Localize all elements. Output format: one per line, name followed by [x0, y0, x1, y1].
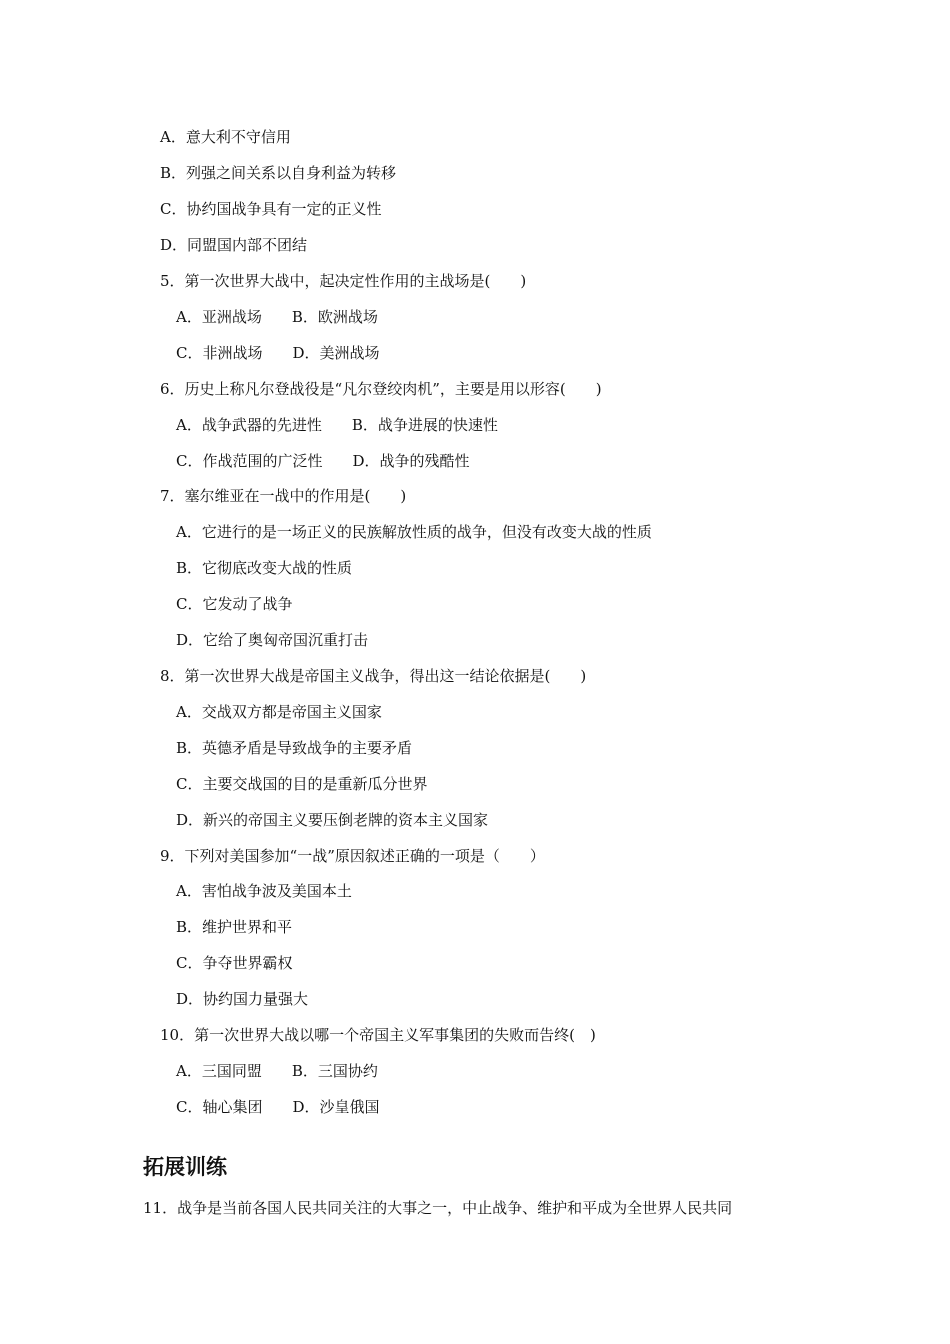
q9-stem: 9．下列对美国参加“一战”原因叙述正确的一项是（ ） — [160, 847, 545, 865]
q4-option-a: A．意大利不守信用 — [160, 128, 291, 146]
q7-option-d: D．它给了奥匈帝国沉重打击 — [176, 631, 369, 649]
q4-option-b: B．列强之间关系以自身利益为转移 — [160, 164, 397, 182]
q4-option-c: C．协约国战争具有一定的正义性 — [160, 200, 382, 218]
q5-stem: 5．第一次世界大战中，起决定性作用的主战场是( ) — [160, 272, 527, 290]
q7-option-c: C．它发动了战争 — [176, 595, 293, 613]
q6-options-row2: C．作战范围的广泛性 D．战争的残酷性 — [176, 452, 470, 470]
q7-stem: 7．塞尔维亚在一战中的作用是( ) — [160, 487, 407, 505]
q11-stem: 11．战争是当前各国人民共同关注的大事之一，中止战争、维护和平成为全世界人民共同 — [143, 1199, 733, 1217]
q8-option-b: B．英德矛盾是导致战争的主要矛盾 — [176, 739, 413, 757]
q7-option-b: B．它彻底改变大战的性质 — [176, 559, 353, 577]
q9-option-d: D．协约国力量强大 — [176, 990, 309, 1008]
q6-options-row1: A．战争武器的先进性 B．战争进展的快速性 — [176, 416, 498, 434]
q8-stem: 8．第一次世界大战是帝国主义战争，得出这一结论依据是( ) — [160, 667, 587, 685]
q8-option-a: A．交战双方都是帝国主义国家 — [176, 703, 382, 721]
q9-option-b: B．维护世界和平 — [176, 918, 293, 936]
q4-option-d: D．同盟国内部不团结 — [160, 236, 308, 254]
q9-option-c: C．争夺世界霸权 — [176, 954, 293, 972]
q9-option-a: A．害怕战争波及美国本土 — [176, 882, 352, 900]
section-heading: 拓展训练 — [143, 1155, 227, 1179]
q5-options-row2: C．非洲战场 D．美洲战场 — [176, 344, 380, 362]
q8-option-d: D．新兴的帝国主义要压倒老牌的资本主义国家 — [176, 811, 489, 829]
q5-options-row1: A．亚洲战场 B．欧洲战场 — [176, 308, 378, 326]
q10-stem: 10．第一次世界大战以哪一个帝国主义军事集团的失败而告终( ) — [160, 1026, 596, 1044]
q6-stem: 6．历史上称凡尔登战役是“凡尔登绞肉机”，主要是用以形容( ) — [160, 380, 602, 398]
q8-option-c: C．主要交战国的目的是重新瓜分世界 — [176, 775, 428, 793]
q10-options-row2: C．轴心集团 D．沙皇俄国 — [176, 1098, 380, 1116]
q7-option-a: A．它进行的是一场正义的民族解放性质的战争，但没有改变大战的性质 — [176, 523, 652, 541]
q10-options-row1: A．三国同盟 B．三国协约 — [176, 1062, 378, 1080]
